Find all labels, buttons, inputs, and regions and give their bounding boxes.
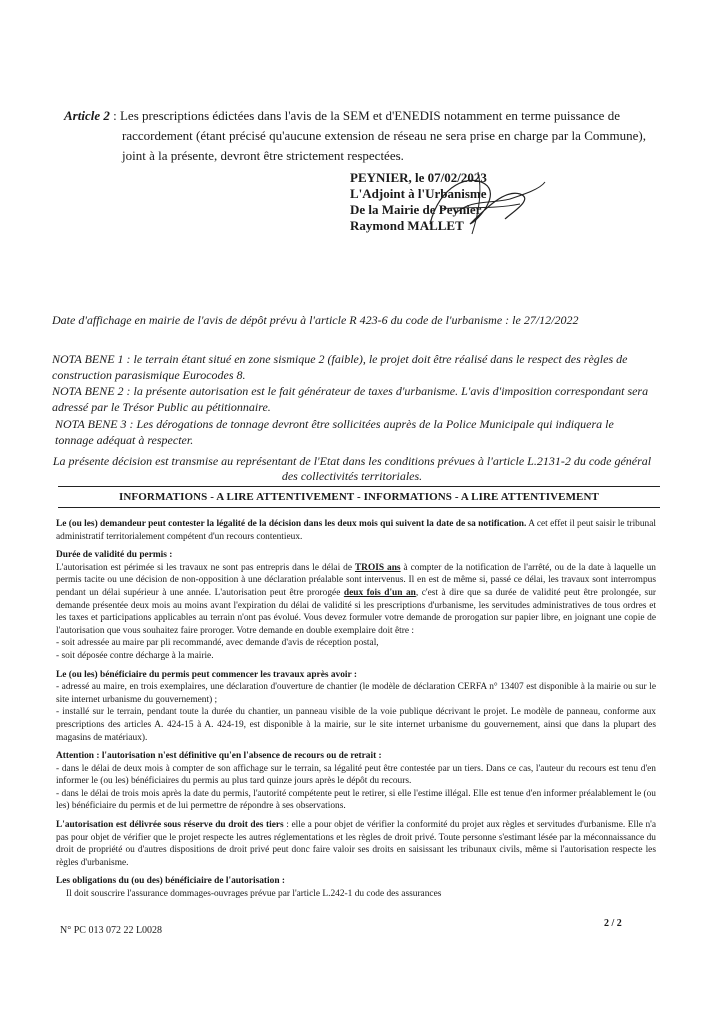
validity-text-c: , c'est à dire que sa durée de validité peut être prolongée, sur demande présentée deux mois au moins avant l'expiration du délai de validité si les prescriptions d'urbanisme, les servitudes administratives de tous ordres et les taxes et participations applicables au terrain n'ont pas évolué. Vous devez formuler votre demande de prorogation sur papier libre, en joignant une copie de l'autorisation que vous souhaitez faire proroger. Votre demande en double exemplaire doit être : — [56, 587, 657, 636]
handwritten-signature — [410, 164, 550, 244]
contest-paragraph — [56, 518, 656, 543]
article-2-text-line1: Les prescriptions édictées dans l'avis de la SEM et d'ENEDIS notamment en terme puissance de — [119, 108, 620, 123]
signature-role: L'Adjoint à l'Urbanisme — [350, 186, 487, 201]
article-2-text-rest: raccordement (étant précisé qu'aucune extension de réseau ne sera prise en charge par la Commune), joint à la présente, devront être strictement respectées. — [122, 128, 646, 163]
validity-text-a: L'autorisation est périmée si les travaux ne sont pas entrepris dans le délai de — [56, 562, 355, 573]
nota-bene-3: NOTA BENE 3 : Les dérogations de tonnage devront être sollicitées auprès de la Police Municipale qui indiquera le tonnage adéquat à respecter. — [55, 417, 614, 447]
third-party-rest: : elle a pour objet de vérifier la conformité du projet aux règles et servitudes d'urbanisme. Elle n'a pas pour objet de vérifier que le projet respecte les autres réglementations et les règles de droit privé. Toute personne s'estimant lésée par la méconnaissance du droit de propriété ou d'autres dispositions de droit privé peut donc faire valoir ses droits en saisissant les tribunaux civils, même si l'autorisation respecte les règles d'urbanisme. — [56, 820, 657, 868]
validity-title: Durée de validité du permis : — [56, 550, 173, 561]
attention-item-1: - dans le délai de deux mois à compter de son affichage sur le terrain, sa légalité peut être contestée par un tiers. Dans ce cas, l'auteur du recours est tenu d'en informer le (ou les) bénéficiaires du permis au plus tard quinze jours après le dépôt du recours. — [56, 763, 656, 787]
beneficiary-step-2: - installé sur le terrain, pendant toute la durée du chantier, un panneau visible de la voie publique décrivant le projet. Le modèle de panneau, conforme aux prescriptions des articles A. 424-15 à A. 424-19, est disponible à la mairie, sur le site internet urbanisme du gouvernement, ainsi que dans la plupart des magasins de matériaux). — [56, 707, 656, 743]
signature-name: Raymond MALLET — [350, 218, 464, 233]
page-number: 2 / 2 — [604, 918, 622, 929]
beneficiary-paragraph — [56, 669, 656, 745]
contest-rest: A cet effet il peut saisir le tribunal administratif territorialement compétent d'un recours contentieux. — [56, 519, 656, 542]
validity-option-2: - soit déposée contre décharge à la mairie. — [56, 650, 214, 661]
obligations-title: Les obligations du (ou des) bénéficiaire de l'autorisation : — [56, 876, 286, 887]
validity-two-times: deux fois d'un an — [343, 587, 416, 598]
transmission-notice: La présente décision est transmise au représentant de l'Etat dans les conditions prévues à l'article L.2131-2 du code général des collectivités territoriales. — [52, 454, 652, 483]
attention-item-2: - dans le délai de trois mois après la date du permis, l'autorité compétente peut le retirer, si elle l'estime illégal. Elle est tenue d'en informer préalablement le (ou les) bénéficiaire du permis et de lui permettre de répondre à ses observations. — [56, 788, 656, 812]
signature-place-date: PEYNIER, le 07/02/2023 — [350, 170, 487, 185]
beneficiary-title: Le (ou les) bénéficiaire du permis peut commencer les travaux après avoir : — [56, 669, 357, 680]
affichage-date: Date d'affichage en mairie de l'avis de dépôt prévu à l'article R 423-6 du code de l'urbanisme : le 27/12/2022 — [52, 313, 579, 327]
obligations-paragraph — [56, 875, 656, 900]
contest-bold: Le (ou les) demandeur peut contester la légalité de la décision dans les deux mois qui suivent la date de sa notification. — [56, 519, 527, 529]
information-section — [56, 518, 656, 907]
third-party-paragraph — [56, 819, 656, 869]
validity-text-b: à compter de la notification de l'arrêté, ou de la date à laquelle un permis tacite ou une décision de non-opposition à une déclaration préalable sont intervenus. Il en est de même si, passé ce délai, les travaux sont interrompus pendant un délai supérieur à une année. L'autorisation peut être prorogée — [56, 562, 656, 598]
validity-option-1: - soit adressée au maire par pli recommandé, avec demande d'avis de réception postal, — [56, 638, 379, 649]
nota-bene-1: NOTA BENE 1 : le terrain étant situé en zone sismique 2 (faible), le projet doit être réalisé dans le respect des règles de construction parasismique Eurocodes 8. — [52, 352, 628, 382]
permit-reference: N° PC 013 072 22 L0028 — [60, 925, 163, 936]
article-2-label: Article 2 — [64, 108, 110, 123]
signature-institution: De la Mairie de Peynier — [350, 202, 482, 217]
nota-bene-2: NOTA BENE 2 : la présente autorisation est le fait générateur de taxes d'urbanisme. L'avis d'imposition correspondant sera adressé par le Trésor Public au pétitionnaire. — [52, 384, 649, 414]
attention-title: Attention : l'autorisation n'est définitive qu'en l'absence de recours ou de retrait : — [56, 751, 382, 762]
article-2 — [64, 106, 646, 166]
nota-bene-section — [52, 351, 652, 448]
third-party-bold: L'autorisation est délivrée sous réserve du droit des tiers — [56, 820, 284, 831]
article-2-colon: : — [109, 108, 120, 123]
information-banner: INFORMATIONS - A LIRE ATTENTIVEMENT - INFORMATIONS - A LIRE ATTENTIVEMENT — [58, 486, 660, 508]
beneficiary-step-1: - adressé au maire, en trois exemplaires, une déclaration d'ouverture de chantier (le modèle de déclaration CERFA n° 13407 est disponible à la mairie ou sur le site internet urbanisme du gouvernement) ; — [56, 682, 656, 705]
attention-paragraph — [56, 750, 656, 813]
obligations-item-1: Il doit souscrire l'assurance dommages-ouvrages prévue par l'article L.242-1 du code des assurances — [66, 889, 442, 900]
validity-paragraph — [56, 549, 656, 662]
validity-three-years: TROIS ans — [354, 562, 401, 573]
